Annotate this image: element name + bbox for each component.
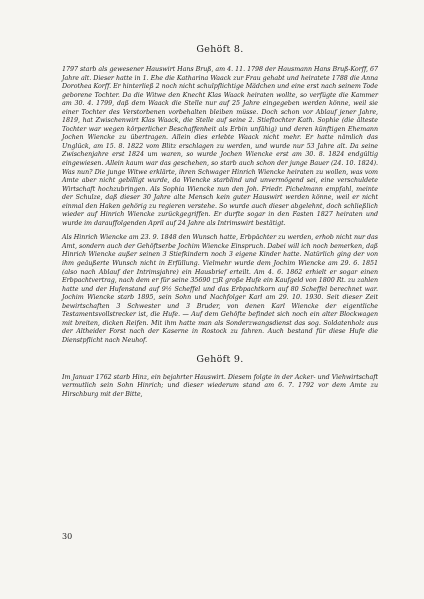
section-gehoeft-8: [62, 44, 378, 346]
page-number: 30: [62, 532, 73, 541]
paragraph: Als Hinrich Wiencke am 23. 9. 1848 den Wunsch hatte, Erbpächter zu werden, erhob nicht nur das Amt, sondern auch der Gehöftserbe Jochim Wiencke Einspruch. Dabei will ich noch bemerken, daß Hinrich Wiencke außer seinen 3 Stiefkindern noch 3 eigene Kinder hatte. Natürlich ging der von ihm geäußerte Wunsch nicht in Erfüllung. Vielmehr wurde dem Jochim Wiencke am 29. 6. 1851 (also nach Ablauf der Intrimsjahre) ein Hausbrief erteilt. Am 4. 6. 1862 erhielt er sogar einen Erbpachtvertrag, nach dem er für seine 35690 □R große Hufe ein Kaufgeld von 1800 Rt. zu zahlen hatte und der Hufenstand auf 9½ Scheffel und das Erbpachtkorn auf 80 Scheffel berechnet war. Jochim Wiencke starb 1895, sein Sohn und Nachfolger Karl am 29. 10. 1930. Seit dieser Zeit bewirtschaften 3 Schwester und 3 Bruder, von denen Karl Wiencke der eigentliche Testamentsvollstrecker ist, die Hufe. — Auf dem Gehöfte befindet sich noch ein alter Blockwagen mit breiten, dicken Reifen. Mit ihm hatte man als Sonderzwangsdienst das sog. Soldatenholz aus der Altheider Forst nach der Kaserne in Rostock zu fahren. Auch bestand für diese Hufe die Dienstpflicht nach Neuhof.: [62, 234, 378, 344]
section-gehoeft-9: [62, 354, 378, 400]
page-content: [62, 44, 378, 399]
section-heading: Gehöft 9.: [196, 353, 244, 365]
paragraph: 1797 starb als gewesener Hauswirt Hans Bruß, am 4. 11. 1798 der Hausmann Hans Bruß-Korff, 67 Jahre alt. Dieser hatte in 1. Ehe die Katharina Waack zur Frau gehabt und heiratete 1788 die Anna Dorothea Korff. Er hinterließ 2 noch nicht schulpflichtige Mädchen und eine erst nach seinem Tode geborene Tochter. Da die Witwe den Knecht Klas Waack heiraten wollte, so verfügte die Kammer am 30. 4. 1799, daß dem Waack die Stelle nur auf 25 Jahre eingegeben werden könne, weil sie einer Tochter des Verstorbenen vorbehalten bleiben müsse. Doch schon vor Ablauf jener Jahre, 1819, hat Zwischenwirt Klas Waack, die Stelle auf seine 2. Stieftochter Kath. Sophie (die älteste Tochter war wegen körperlicher Beschaffenheit als Erbin unfähig) und deren künftigen Ehemann Jochen Wiencke zu übertragen. Allein dies erlebte Waack nicht mehr. Er hatte nämlich das Unglück, am 15. 8. 1822 vom Blitz erschlagen zu werden, und wurde nur 53 Jahre alt. Da seine Zwischenjahre erst 1824 um waren, so wurde Jochen Wiencke erst am 30. 8. 1824 endgültig eingewiesen. Allein kaum war das geschehen, so starb auch schon der junge Bauer (24. 10. 1824). Was nun? Die junge Witwe erklärte, ihren Schwager Hinrich Wiencke heiraten zu wollen, was vom Amte aber nicht gebilligt wurde, da Wiencke starblind und unvermögend sei, eine verschuldete Wirtschaft hochzubringen. Als Sophia Wiencke nun den Joh. Friedr. Pichelmann empfahl, meinte der Schulze, daß dieser 30 Jahre alte Mensch kein guter Hauswirt werden könne, weil er nicht einmal den Haken gehörig zu regieren verstehe. So wurde auch dieser abgelehnt, doch schließlich wieder auf Hinrich Wiencke zurückgegriffen. Er durfte sogar in den Fasten 1827 heiraten und wurde im darauffolgenden April auf 24 Jahre als Intrimswirt bestätigt.: [62, 66, 378, 227]
paragraph: Im Januar 1762 starb Hinz, ein bejahrter Hauswirt. Diesem folgte in der Acker- und Viehwirtschaft vermutlich sein Sohn Hinrich; und dieser wiederum stand am 6. 7. 1792 vor dem Amte zu Hirschburg mit der Bitte,: [62, 373, 378, 398]
section-heading: Gehöft 8.: [196, 44, 244, 55]
